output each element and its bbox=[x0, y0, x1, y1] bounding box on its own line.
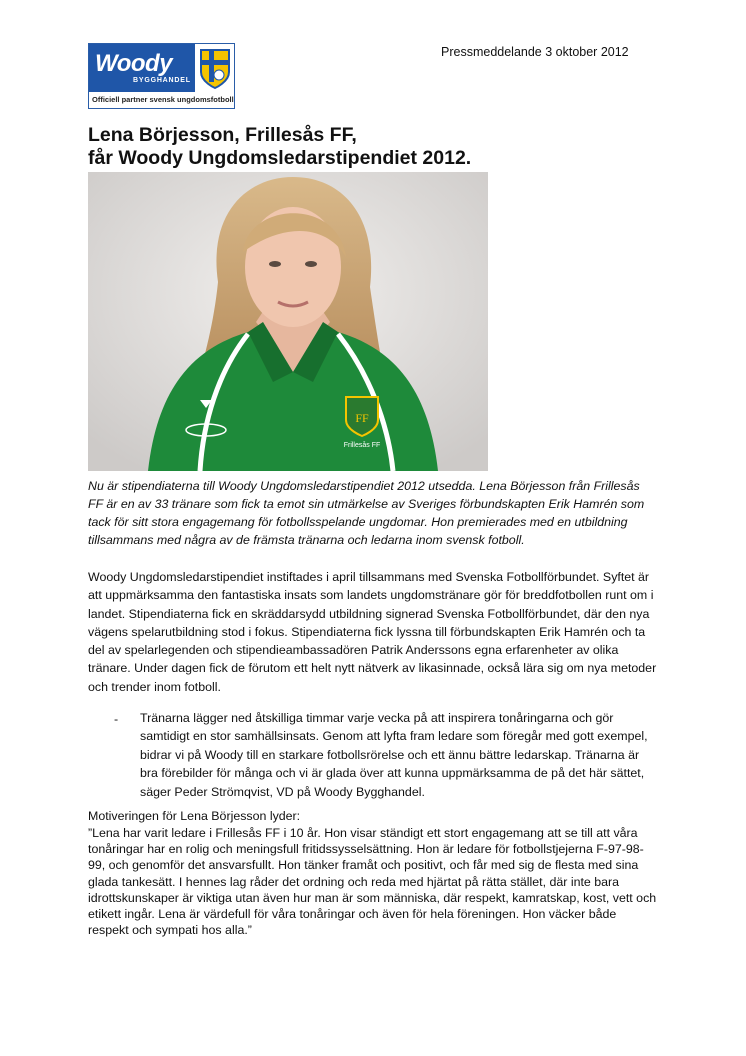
headline-line-2: får Woody Ungdomsledarstipendiet 2012. bbox=[88, 147, 472, 169]
logo-brand-name: Woody bbox=[95, 50, 173, 77]
portrait-illustration bbox=[88, 172, 488, 471]
woody-logo bbox=[88, 43, 235, 109]
logo-brand-sub: BYGGHANDEL bbox=[133, 77, 191, 84]
svg-text:FF: FF bbox=[355, 411, 369, 425]
body-paragraph: Woody Ungdomsledarstipendiet instiftades i april tillsammans med Svenska Fotbollförbundet. Syftet är att uppmärksamma den fantastiska insats som landets ungdomstränare gör för breddfotbollen runt om i landet. Stipendiaterna fick en skräddarsydd utbildning signerad Svenska Fotbollförbundet, där den nya vägens spelarutbildning stod i fokus. Stipendiaterna fick lyssna till förbundskapten Erik Hamrén och ta del av spelarlegenden och stipendieambassadören Patrik Anderssons egna erfarenheter av olika tränare. Under dagen fick de förutom ett helt nytt nätverk av likasinnade, också lära sig om nya metoder och trender inom fotboll. bbox=[88, 570, 657, 694]
motivation-text: ”Lena har varit ledare i Frillesås FF i 10 år. Hon visar ständigt ett stort engagemang att se till att våra tonåringar har en rolig och meningsfull fritidssysselsättning. Hon är ledare för fotbollstjejerna F-97-98-99, och genomför det ansvarsfullt. Hon tänker framåt och positivt, och får med sig de flesta med sina glada tankesätt. I hennes lag råder det ordning och reda med hjärtat på rätta stället, där inte bara idrottskunskaper är viktiga utan även hur man är som människa, där respekt, kamratskap, kost, vett och etikett ingår. Lena är värdefull för våra tonåringar och även för hela föreningen. Hon väcker både respekt och sympati hos alla.” bbox=[88, 826, 657, 938]
press-release-date: Pressmeddelande 3 oktober 2012 bbox=[441, 45, 629, 59]
logo-tagline: Officiell partner svensk ungdomsfotboll bbox=[92, 95, 234, 104]
quote-paragraph: Tränarna lägger ned åtskilliga timmar varje vecka på att inspirera tonåringarna och gör samtidigt en stor samhällsinsats. Genom att lyfta fram ledare som föregår med gott exempel, bidrar vi på Woody till en starkare fotbollsrörelse och ett ännu bättre ledarskap. Tränarna är bra förebilder för många och vi är glada över att kunna uppmärksamma de på det här sättet, säger Peder Strömqvist, VD på Woody Bygghandel. bbox=[140, 711, 648, 799]
headline-line-1: Lena Börjesson, Frillesås FF, bbox=[88, 124, 357, 146]
photo-caption: Nu är stipendiaterna till Woody Ungdomsledarstipendiet 2012 utsedda. Lena Börjesson från Frillesås FF är en av 33 tränare som fick ta emot sin utmärkelse av Sveriges förbundskapten Erik Hamrén som tack för sitt stora engagemang för fotbollsspelande ungdomar. Hon premierades med en utbildning tillsammans med några av de främsta tränarna och ledarna inom svensk fotboll. bbox=[88, 479, 645, 547]
logo-brand-panel bbox=[89, 44, 195, 92]
football-association-crest-icon bbox=[199, 48, 231, 90]
jacket-club-text: Frillesås FF bbox=[343, 442, 381, 449]
motivation-heading: Motiveringen för Lena Börjesson lyder: bbox=[88, 809, 301, 823]
quote-dash: - bbox=[114, 712, 119, 726]
portrait-photo bbox=[88, 172, 488, 471]
article-headline bbox=[88, 124, 648, 170]
